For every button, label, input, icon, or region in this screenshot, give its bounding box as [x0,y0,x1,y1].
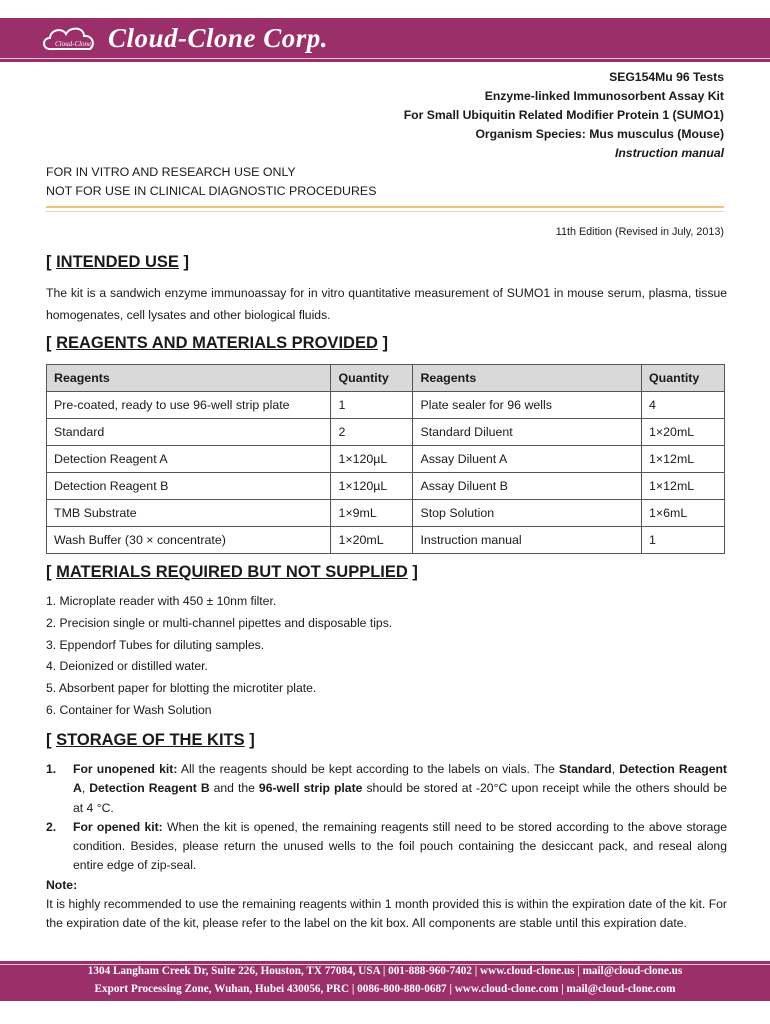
header-stripe [0,58,770,59]
section-title-storage: [ STORAGE OF THE KITS ] [46,731,255,749]
ruo-line-1: FOR IN VITRO AND RESEARCH USE ONLY [46,165,296,179]
table-cell: 1 [331,392,413,419]
table-row [47,527,725,554]
table-row [47,392,725,419]
item-text: All the reagents should be kept according to the labels on vials. The [177,762,559,776]
section-title-text: STORAGE OF THE KITS [56,731,245,749]
target-line: For Small Ubiquitin Related Modifier Protein 1 (SUMO1) [403,108,724,122]
edition-note: 11th Edition (Revised in July, 2013) [555,226,724,238]
list-item: 4. Deionized or distilled water. [46,659,208,674]
table-cell: 2 [331,419,413,446]
storage-item-unopened [46,760,727,818]
table-cell: 1×20mL [331,527,413,554]
table-cell: Assay Diluent A [413,446,642,473]
list-item: 1. Microplate reader with 450 ± 10nm filter. [46,594,277,608]
table-row [47,419,725,446]
item-emphasis: Detection Reagent A [73,762,727,796]
section-title-intended-use: [ INTENDED USE ] [46,253,190,271]
intended-use-text: The kit is a sandwich enzyme immunoassay for in vitro quantitative measurement of SUMO1 in mouse serum, plasma, tissue homogenates, cell lysates and other biological fluids. [46,286,727,322]
table-row [47,473,725,500]
header-cell: Quantity [642,365,725,392]
list-item: 6. Container for Wash Solution [46,702,212,717]
research-use-notice [46,163,376,201]
section-title-text: MATERIALS REQUIRED BUT NOT SUPPLIED [56,563,408,581]
manual-line: Instruction manual [614,146,724,160]
table-cell: 4 [642,392,725,419]
table-cell: Assay Diluent B [413,473,642,500]
table-cell: Pre-coated, ready to use 96-well strip plate [47,392,331,419]
item-number: 2. [46,819,57,834]
table-cell: Detection Reagent B [47,473,331,500]
table-cell: 1×20mL [642,419,725,446]
table-cell: 1×120µL [331,446,413,473]
ruo-line-2: NOT FOR USE IN CLINICAL DIAGNOSTIC PROCEDURES [46,184,377,198]
note-label: Note: [46,877,78,892]
header-cell: Reagents [413,365,642,392]
table-header-row [47,365,725,392]
item-emphasis: Standard [558,762,612,776]
table-cell: 1×12mL [642,446,725,473]
item-text: When the kit is opened, the remaining reagents still need to be stored according to the above storage condition. Besides, please return the unused wells to the foil pouch containing the desiccant pack, and reseal along entire edge of zip-seal. [73,819,727,873]
table-cell: Standard Diluent [413,419,642,446]
catalog-line: SEG154Mu 96 Tests [609,70,724,84]
section-title-text: REAGENTS AND MATERIALS PROVIDED [56,334,378,352]
table-cell: 1 [642,527,725,554]
item-text: and the [209,781,259,796]
table-cell: Plate sealer for 96 wells [413,392,642,419]
table-cell: Standard [47,419,331,446]
table-cell: Wash Buffer (30 × concentrate) [47,527,331,554]
section-title-reagents: [ REAGENTS AND MATERIALS PROVIDED ] [46,334,388,352]
cloud-logo-icon [40,22,102,56]
reagents-table [46,364,725,554]
brand-name: Cloud-Clone Corp. [108,23,329,53]
item-emphasis: 96-well strip plate [258,781,363,796]
item-text: , [611,762,620,776]
table-cell: TMB Substrate [47,500,331,527]
item-text: should be stored at -20°C upon receipt while the others should be at 4 °C. [73,781,728,815]
table-cell: Stop Solution [413,500,642,527]
table-cell: Detection Reagent A [47,446,331,473]
note-text: It is highly recommended to use the remaining reagents within 1 month provided this is within the expiration date of the kit. For the expiration date of the kit, please refer to the label on the kit box. All components are stable until this expiration date. [46,897,727,931]
product-meta [404,68,724,163]
storage-section [46,760,727,934]
section-title-materials: [ MATERIALS REQUIRED BUT NOT SUPPLIED ] [46,563,418,581]
item-label: For opened kit: [73,819,163,834]
table-cell: 1×120µL [331,473,413,500]
section-title-text: INTENDED USE [56,253,179,271]
divider-thin [46,211,724,212]
item-number: 1. [46,762,57,776]
table-cell: 1×12mL [642,473,725,500]
materials-list [46,591,392,722]
kit-type-line: Enzyme-linked Immunosorbent Assay Kit [484,89,724,103]
header-cell: Reagents [47,365,331,392]
item-label: For unopened kit: [73,762,178,776]
table-row [47,500,725,527]
list-item: 3. Eppendorf Tubes for diluting samples. [46,637,265,652]
item-emphasis: Detection Reagent B [89,781,210,796]
table-cell: 1×9mL [331,500,413,527]
logo-text: Cloud-Clone [55,40,92,48]
footer-us-contact: 1304 Langham Creek Dr, Suite 226, Houston, TX 77084, USA | 001-888-960-7402 | www.cloud-clone.us | mail@cloud-clone.us [87,965,683,977]
storage-item-opened [46,818,727,876]
list-item: 5. Absorbent paper for blotting the microtiter plate. [46,681,317,696]
list-item: 2. Precision single or multi-channel pipettes and disposable tips. [46,615,393,630]
table-cell: Instruction manual [413,527,642,554]
table-row [47,446,725,473]
table-cell: 1×6mL [642,500,725,527]
footer-prc-contact: Export Processing Zone, Wuhan, Hubei 430056, PRC | 0086-800-880-0687 | www.cloud-clone.com | mail@cloud-clone.com [94,983,676,995]
header-cell: Quantity [331,365,413,392]
item-text: , [81,781,90,796]
species-line: Organism Species: Mus musculus (Mouse) [475,127,724,141]
divider [46,206,724,208]
